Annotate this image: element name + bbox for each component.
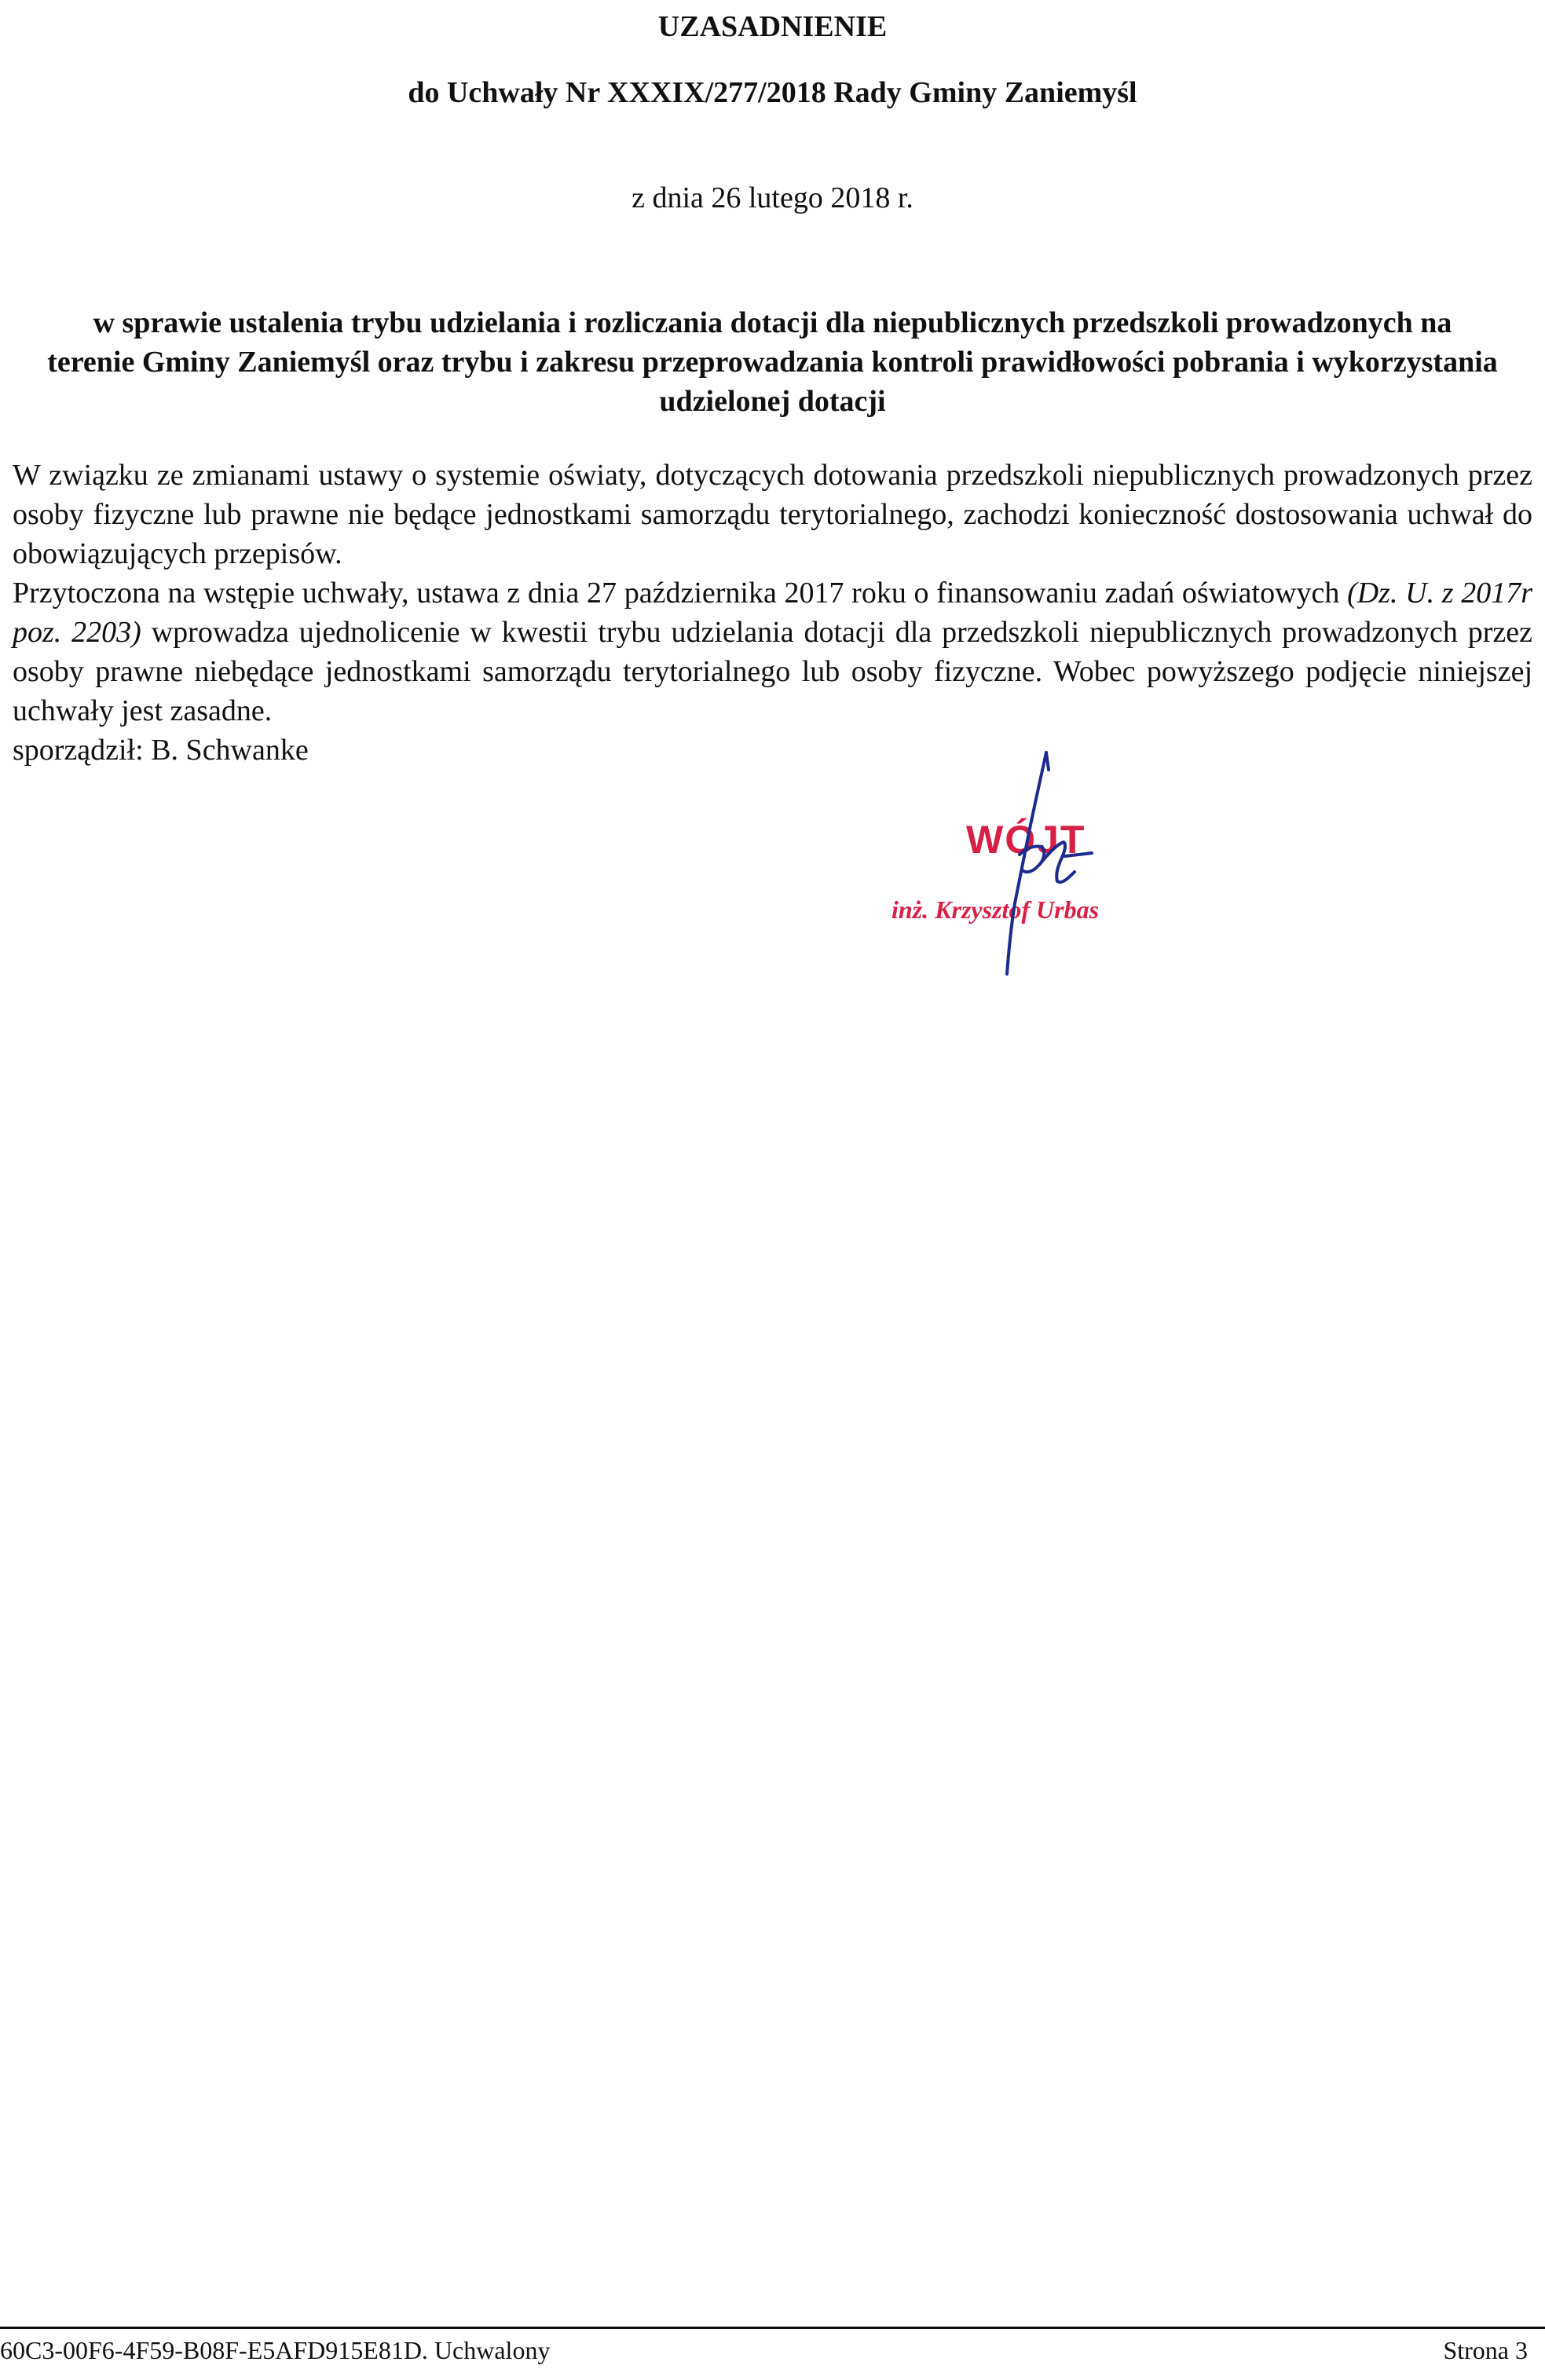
document-subtitle: do Uchwały Nr XXXIX/277/2018 Rady Gminy Zaniemyśl — [408, 76, 1137, 109]
prepared-by: sporządził: B. Schwanke — [13, 734, 309, 767]
footer-divider — [0, 2327, 1545, 2329]
document-subject: w sprawie ustalenia trybu udzielania i rozliczania dotacji dla niepublicznych przedszkoli prowadzonych na terenie Gminy Zaniemyśl oraz trybu i zakresu przeprowadzania kontroli prawidłowości pobrania i wykorzystania udzielonej dotacji — [47, 306, 1498, 418]
paragraph-2-text-before: Przytoczona na wstępie uchwały, ustawa z dnia 27 października 2017 roku o finansowaniu zadań oświatowych — [13, 577, 1348, 610]
legal-citation: (Dz. U. z 2017r poz. 2203) — [13, 577, 1533, 649]
stamp-name: inż. Krzysztof Urbas — [891, 895, 1100, 924]
paragraph-2 — [13, 573, 1532, 730]
page-number: Strona 3 — [1443, 2336, 1528, 2364]
footer-document-id: 60C3-00F6-4F59-B08F-E5AFD915E81D. Uchwalony — [0, 2336, 551, 2364]
paragraph-2-text-after: wprowadza ujednolicenie w kwestii trybu udzielania dotacji dla przedszkoli niepublicznych prowadzonych przez osoby prawne niebędące jednostkami samorządu terytorialnego lub osoby fizyczne. Wobec powyższego podjęcie niniejszej uchwały jest zasadne. — [13, 616, 1532, 727]
signature-stamp — [880, 746, 1210, 982]
handwritten-signature — [880, 746, 1210, 982]
stamp-title: WÓJT — [966, 818, 1086, 862]
document-body — [13, 456, 1532, 770]
document-title: UZASADNIENIE — [657, 10, 888, 43]
paragraph-1: W związku ze zmianami ustawy o systemie oświaty, dotyczących dotowania przedszkoli niepublicznych prowadzonych przez osoby fizyczne lub prawne nie będące jednostkami samorządu terytorialnego, zachodzi konieczność dostosowania uchwał do obowiązujących przepisów. — [13, 459, 1532, 570]
document-date: z dnia 26 lutego 2018 r. — [632, 181, 913, 214]
